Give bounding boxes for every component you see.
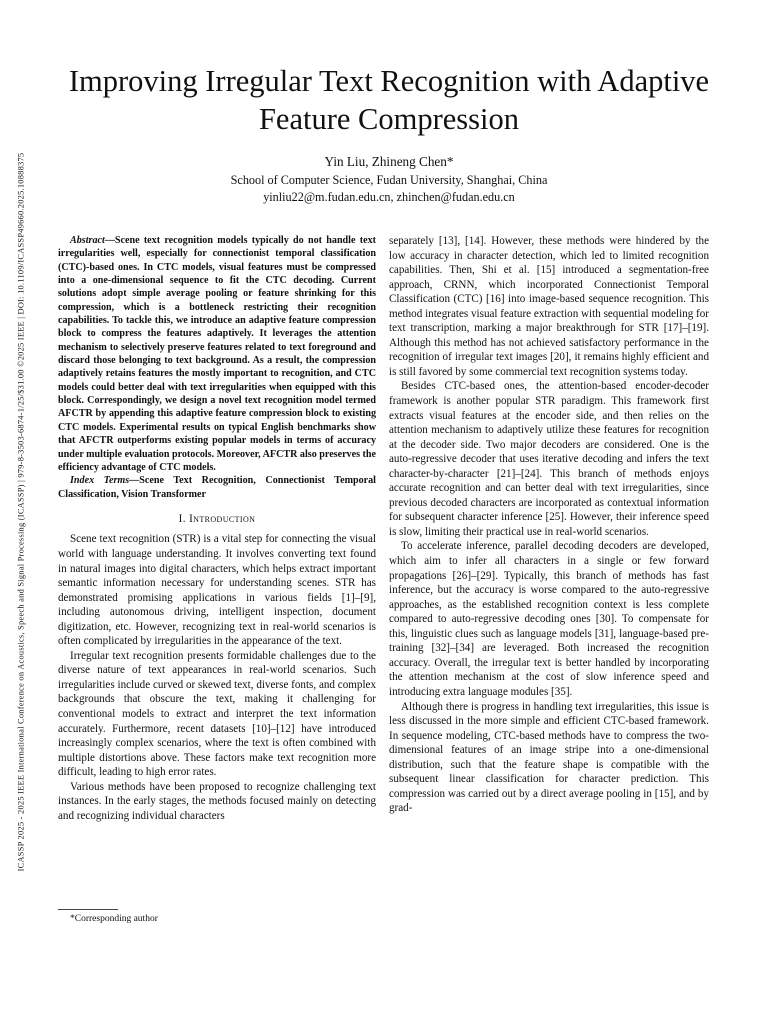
section-heading-introduction: I. Introduction — [178, 512, 256, 525]
body-paragraph: Various methods have been proposed to recognize challenging text instances. In the early stages, the methods focused mainly on detecting and recognizing individual characters — [58, 780, 376, 822]
body-paragraph: Besides CTC-based ones, the attention-based encoder-decoder framework is another popular STR paradigm. This framework first extracts visual features at the encoder side, and then relies on the attention mechanism to adaptively utilize these features for recognition at the decoder side. Two major decoders are considered. One is the auto-regressive decoder that uses iterative decoding and infers the text character-by-character [21]–[24]. This branch of methods enjoys accurate recognition and can better deal with text irregularities, since previous decoded characters are incorporated as contextual information for subsequent character inference [25]. However, their inference speed is slow, limiting their practical use in real-world scenarios. — [389, 380, 709, 538]
author-list: Yin Liu, Zhineng Chen* — [324, 154, 454, 169]
body-paragraph: Although there is progress in handling text irregularities, this issue is less discussed in the more simple and efficient CTC-based framework. In sequence modeling, CTC-based methods have to compress the two-dimensional features of an image stripe into a one-dimensional distribution, such that the feature shape is compatible with the subsequent linear classification for character prediction. This compression was carried out by a direct average pooling in [15], and by grad- — [389, 700, 709, 815]
body-paragraph: Irregular text recognition presents formidable challenges due to the diverse nature of text appearances in real-world scenarios. Such irregularities include curved or skewed text, diverse fonts, and complex backgrounds that obscure the text, making it challenging for conventional models to extract and interpret the text information accurately. Furthermore, recent datasets [10]–[12] have introduced increasingly complex scenarios, where the text is often combined with multiple distortions above. These factors make text recognition more difficult, leading to high error rates. — [58, 649, 376, 779]
body-paragraph: Scene text recognition (STR) is a vital step for connecting the visual world with language understanding. It involves converting text found in natural images into digital characters, which helps extract important semantic information necessary for understanding scenes. STR has demonstrated promising applications in various fields [1]–[9], including autonomous driving, intelligent inspection, document digitization, etc. However, recognizing text in real-world scenarios is often complicated by irregularities in the appearance of the text. — [58, 533, 376, 648]
left-column — [58, 234, 376, 939]
author-emails: yinliu22@m.fudan.edu.cn, zhinchen@fudan.edu.cn — [263, 190, 515, 204]
paper-title: Improving Irregular Text Recognition with Adaptive Feature Compression — [68, 64, 710, 136]
abstract-text: —Scene text recognition models typically do not handle text irregularities well, especially for connectionist temporal classification (CTC)-based ones. In CTC models, visual features must be compressed into a one-dimensional sequence to fit the CTC decoding. Current solutions adopt simple average pooling or feature shrinking for this compression, which is a bottleneck restricting their recognition capabilities. To tackle this, we introduce an adaptive feature compression block to compress the features adaptively. It leverages the attention mechanism to selectively preserve features related to text foreground and discard those belonging to text background. As a result, the compression adaptively retains features the mostly important to recognition, and CTC models could better deal with text irregularities when equipped with this block. Correspondingly, we design a novel text recognition model termed AFCTR by appending this adaptive feature compression block to existing CTC models. Experimental results on typical English benchmarks show that AFCTR outperforms existing popular models in terms of accuracy under multiple evaluation protocols. Moreover, AFCTR also preserves the efficiency advantage of CTC models. — [58, 235, 376, 473]
abstract-lead: Abstract — [70, 235, 105, 246]
body-paragraph: separately [13], [14]. However, these methods were hindered by the low accuracy in character detection, which led to limited recognition capabilities. Then, Shi et al. [15] introduced a segmentation-free approach, CRNN, which incorporated Connectionist Temporal Classification (CTC) [16] into image-based sequence recognition. This method integrates visual feature extraction with sequential modeling for text transcription, marking a major breakthrough for STR [17]–[19]. Although this method has not achieved satisfactory performance in the recognition of irregular text images [20], it remains highly efficient and is still favored by some commercial text recognition systems today. — [389, 235, 709, 378]
affiliation: School of Computer Science, Fudan University, Shanghai, China — [230, 173, 548, 187]
index-terms-lead: Index Terms — [70, 475, 130, 487]
footnote-rule — [58, 909, 118, 910]
index-terms-text: —Scene Text Recognition, Connectionist Temporal Classification, Vision Transformer — [58, 475, 376, 500]
side-identifier: ICASSP 2025 - 2025 IEEE International Conference on Acoustics, Speech and Signal Processing (ICASSP) | 979-8-3503-6874-1/25/$31.00 ©2025 IEEE | DOI: 10.1109/ICASSP49660.2025.10888375 — [16, 152, 26, 872]
footnote: *Corresponding author — [70, 914, 158, 924]
right-column — [389, 234, 709, 939]
body-paragraph: To accelerate inference, parallel decoding decoders are developed, which aim to infer all characters in a single or few forward propagations [26]–[29]. Typically, this branch of methods has fast inference, but the accuracy is worse compared to the auto-regressive approaches, as the established recognition context is less complete compared to auto-regressive decoding ones [30]. To compensate for this, linguistic clues such as language models [31], language-based pre-training [32]–[34] are leveraged. Both increased the recognition accuracy. Overall, the irregular text is better handled by incorporating the attention mechanism at the cost of slow inference speed and introducing extra language modules [35]. — [389, 540, 709, 698]
abstract — [58, 234, 376, 474]
index-terms — [58, 474, 376, 501]
